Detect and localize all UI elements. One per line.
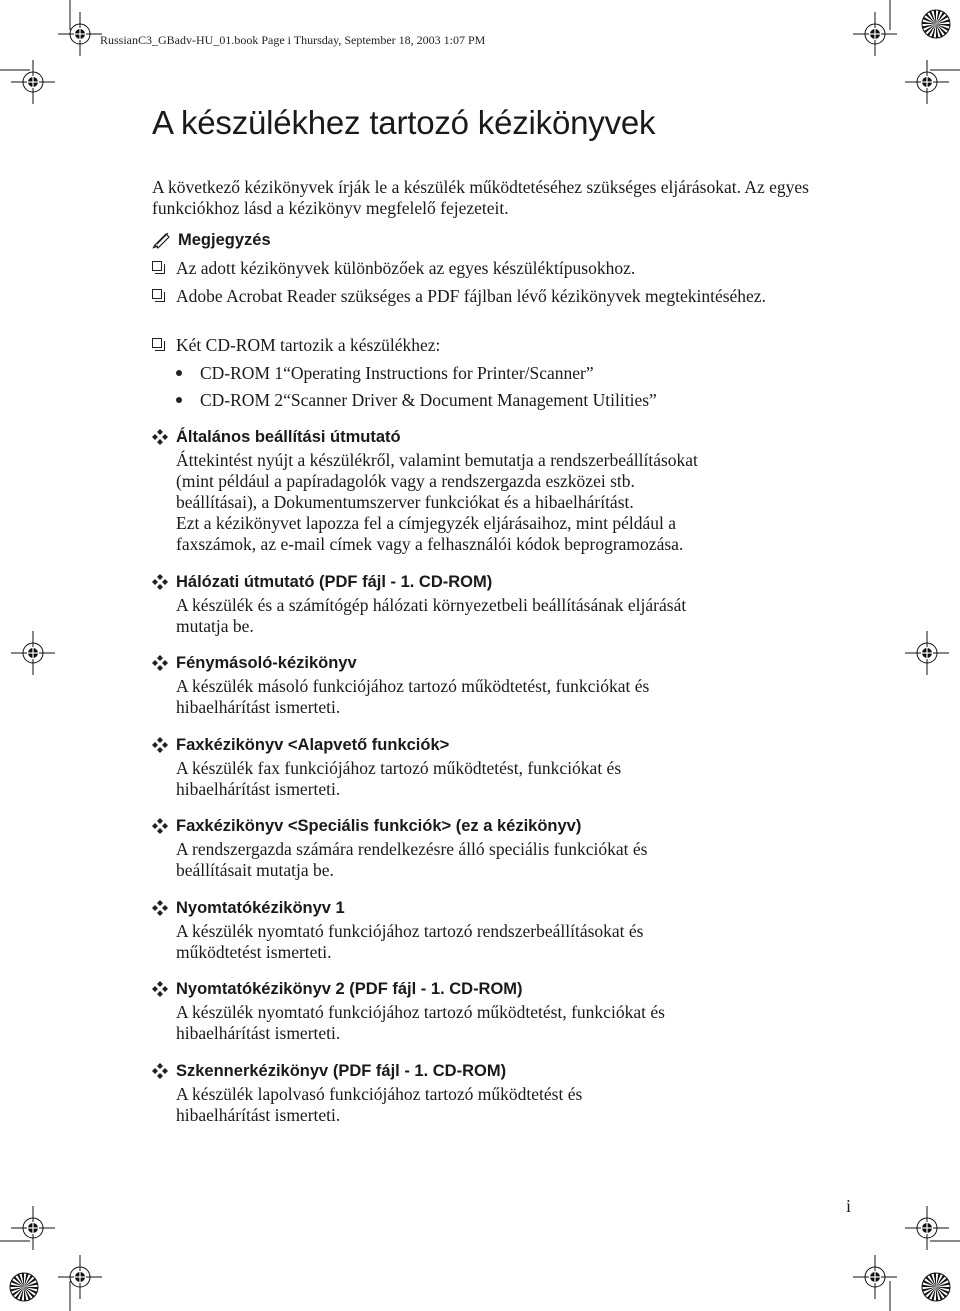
star-target-mark bbox=[10, 1273, 38, 1301]
section-heading bbox=[152, 571, 832, 593]
section-body: A rendszergazda számára rendelkezésre álló speciális funkciókat és beállításait mutatja be. bbox=[176, 839, 648, 880]
manual-section bbox=[152, 652, 832, 718]
page-title: A készülékhez tartozó kézikönyvek bbox=[152, 104, 656, 141]
registration-mark bbox=[11, 60, 55, 104]
cdrom-label: CD-ROM 1“Operating Instructions for Printer/Scanner” bbox=[200, 363, 594, 383]
note-item-text: Adobe Acrobat Reader szükséges a PDF fájlban lévő kézikönyvek megtekintéséhez. bbox=[176, 286, 766, 306]
manual-section bbox=[152, 815, 832, 881]
section-heading bbox=[152, 734, 832, 756]
section-heading-label: Faxkézikönyv <Alapvető funkciók> bbox=[176, 736, 450, 754]
manual-section bbox=[152, 897, 832, 963]
bullet-icon bbox=[176, 370, 182, 376]
diamond-bullet-icon bbox=[152, 655, 168, 671]
note-item-text: Az adott kézikönyvek különbözőek az egyes készüléktípusokhoz. bbox=[176, 258, 636, 278]
section-heading bbox=[152, 897, 832, 919]
registration-mark bbox=[11, 1206, 55, 1250]
note-item bbox=[152, 257, 832, 279]
section-heading bbox=[152, 978, 832, 1000]
cdrom-list-item bbox=[176, 389, 657, 411]
checkbox-icon bbox=[152, 338, 162, 348]
section-heading-label: Faxkézikönyv <Speciális funkciók> (ez a kézikönyv) bbox=[176, 817, 582, 835]
page-number: i bbox=[846, 1196, 852, 1216]
section-heading bbox=[152, 426, 832, 448]
manual-section bbox=[152, 1060, 832, 1126]
diamond-bullet-icon bbox=[152, 900, 168, 916]
section-heading bbox=[152, 652, 832, 674]
section-heading-label: Szkennerkézikönyv (PDF fájl - 1. CD-ROM) bbox=[176, 1062, 507, 1080]
registration-mark bbox=[905, 60, 949, 104]
registration-mark bbox=[853, 12, 897, 56]
star-target-mark bbox=[922, 1273, 950, 1301]
checkbox-icon bbox=[152, 289, 162, 299]
cdrom-label: CD-ROM 2“Scanner Driver & Document Management Utilities” bbox=[200, 390, 657, 410]
registration-mark bbox=[905, 631, 949, 675]
note-item bbox=[152, 334, 832, 356]
print-header: RussianC3_GBadv-HU_01.book Page i Thursday, September 18, 2003 1:07 PM bbox=[100, 33, 486, 47]
section-body: A készülék másoló funkciójához tartozó működtetést, funkciókat és hibaelhárítást ismerteti. bbox=[176, 676, 650, 717]
section-body: A készülék lapolvasó funkciójához tartozó működtetést és hibaelhárítást ismerteti. bbox=[176, 1084, 583, 1125]
registration-mark bbox=[58, 12, 102, 56]
section-heading-label: Nyomtatókézikönyv 2 (PDF fájl - 1. CD-ROM) bbox=[176, 980, 523, 998]
note-heading bbox=[152, 231, 271, 250]
section-heading bbox=[152, 815, 832, 837]
section-body: A készülék fax funkciójához tartozó működtetést, funkciókat és hibaelhárítást ismerteti. bbox=[176, 758, 622, 799]
pencil-icon bbox=[152, 232, 172, 250]
diamond-bullet-icon bbox=[152, 1063, 168, 1079]
section-heading-label: Nyomtatókézikönyv 1 bbox=[176, 899, 345, 917]
section-heading-label: Általános beállítási útmutató bbox=[176, 428, 401, 446]
registration-mark bbox=[853, 1255, 897, 1299]
diamond-bullet-icon bbox=[152, 818, 168, 834]
intro-paragraph: A következő kézikönyvek írják le a készülék működtetéséhez szükséges eljárásokat. Az egyes funkciókhoz lásd a kézikönyv megfelelő fejezeteit. bbox=[152, 177, 809, 218]
cdrom-list-item bbox=[176, 362, 594, 384]
star-target-mark bbox=[922, 10, 950, 38]
registration-mark bbox=[11, 631, 55, 675]
bullet-icon bbox=[176, 397, 182, 403]
section-heading bbox=[152, 1060, 832, 1082]
manual-section bbox=[152, 426, 832, 555]
manual-section bbox=[152, 734, 832, 800]
note-item bbox=[152, 285, 832, 307]
diamond-bullet-icon bbox=[152, 981, 168, 997]
diamond-bullet-icon bbox=[152, 429, 168, 445]
manual-section bbox=[152, 978, 832, 1044]
section-body: Áttekintést nyújt a készülékről, valamint bemutatja a rendszerbeállításokat (mint például a papíradagolók vagy a rendszergazda eszközei stb. beállításai), a Dokumentumszerver funkciókat és a hibaelhárítást. Ezt a kézikönyvet lapozza fel a címjegyzék eljárásaihoz, mint például a faxszámok, az e-mail címek vagy a felhasználói kódok beprogramozása. bbox=[176, 450, 698, 554]
section-heading-label: Hálózati útmutató (PDF fájl - 1. CD-ROM) bbox=[176, 573, 493, 591]
diamond-bullet-icon bbox=[152, 574, 168, 590]
registration-mark bbox=[58, 1255, 102, 1299]
manual-section bbox=[152, 571, 832, 637]
registration-mark bbox=[905, 1206, 949, 1250]
note-item-text: Két CD-ROM tartozik a készülékhez: bbox=[176, 335, 441, 355]
checkbox-icon bbox=[152, 261, 162, 271]
section-heading-label: Fénymásoló-kézikönyv bbox=[176, 654, 357, 672]
section-body: A készülék nyomtató funkciójához tartozó rendszerbeállításokat és működtetést ismerteti. bbox=[176, 921, 644, 962]
section-body: A készülék és a számítógép hálózati környezetbeli beállításának eljárását mutatja be. bbox=[176, 595, 687, 636]
section-body: A készülék nyomtató funkciójához tartozó működtetést, funkciókat és hibaelhárítást ismerteti. bbox=[176, 1002, 665, 1043]
diamond-bullet-icon bbox=[152, 737, 168, 753]
note-heading-label: Megjegyzés bbox=[178, 231, 271, 249]
